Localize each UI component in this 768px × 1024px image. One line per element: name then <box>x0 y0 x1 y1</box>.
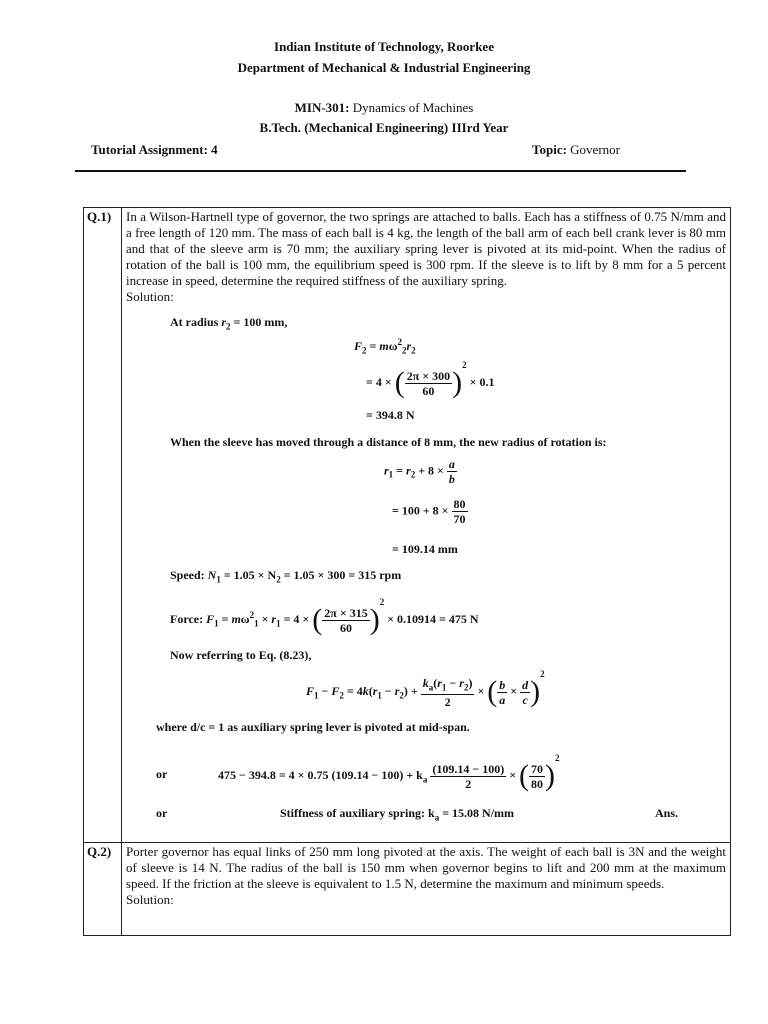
question-row-1 <box>84 208 731 843</box>
eq-numeric: 475 − 394.8 = 4 × 0.75 $(109.14 - 100) + k_a$ $\frac{(109.14 - 100)}{2}$ × ( $\frac{70}{80}$ )$^2$ <box>218 753 560 793</box>
eq-f2-calc: = 4 × ( $\frac{2\pi \times 300}{60}$ )$^2$ × 0.1 <box>366 360 495 400</box>
question-text: In a Wilson-Hartnell type of governor, the two springs are attached to balls. Each has a stiffness of 0.75 N/mm and a free length of 120 mm. The mass of each ball is 4 kg, the length of the ball arm of each bell crank lever is 80 mm and that of the sleeve arm is 70 mm; the auxiliary spring lever is pivoted at its mid-point. When the radius of rotation of the ball is 100 mm, the equilibrium speed is 300 rpm. If the sleeve is to lift by 8 mm for a 5 percent increase in speed, determine the required stiffness of the auxiliary spring. <box>126 209 726 288</box>
answer-mark: Ans. <box>655 806 679 820</box>
eq-f2-def: $F_2 = m\omega^2_2r_2$ <box>354 337 416 356</box>
topic-label: Topic: <box>532 142 567 157</box>
course-code: MIN-301: <box>294 100 350 115</box>
eq-speed: Speed: $N_1 = 1.05 \times N_2 = 1.05 \times 300 = 315$ rpm <box>170 568 402 585</box>
question-body <box>122 208 731 843</box>
sleeve-text: When the sleeve has moved through a distance of 8 mm, the new radius of rotation is: <box>170 435 607 449</box>
questions-table <box>83 207 731 936</box>
stiffness-result: Stiffness of auxiliary spring: $k_a = 15.08$ N/mm <box>280 806 515 823</box>
course-line <box>0 100 768 116</box>
or-label-1: or <box>156 767 168 781</box>
eq-force: Force: $F_1 = m\omega^2_1 \times r_1 = 4$ × ( $\frac{2\pi \times 315}{60}$ )$^2$ × 0.10914 = 475 N <box>170 597 479 637</box>
eq-f2-result: = 394.8 N <box>366 408 415 422</box>
eq-r1-calc: = 100 + 8 × $\frac{80}{70}$ <box>392 497 466 526</box>
question-number: Q.2) <box>84 843 122 936</box>
solution-math <box>126 305 726 840</box>
question-text: Porter governor has equal links of 250 mm long pivoted at the axis. The weight of each ball is 3N and the weight of sleeve is 14 N. The radius of the ball is 150 mm when governor begins to lift and 200 mm at the maximum speed. If the friction at the sleeve is equivalent to 1.5 N, determine the maximum and minimum speeds. <box>126 844 726 891</box>
question-row-2 <box>84 843 731 936</box>
header-divider <box>75 170 686 172</box>
topic-value: Governor <box>570 142 620 157</box>
or-label-2: or <box>156 806 168 820</box>
solution-label: Solution: <box>126 289 174 304</box>
eq-r1-def: $r_1 = r_2 + 8$ × $\frac{a}{b}$ <box>384 457 455 486</box>
eq-general: $F_1 - F_2 = 4k(r_1 - r_2)$ + $\frac{k_a(r_1 - r_2)}{2}$ × ( $\frac{b}{a}$ × $\frac{d}{c}$ )$^2$ <box>306 669 545 709</box>
question-number: Q.1) <box>84 208 122 843</box>
topic-line <box>532 142 620 158</box>
eq-r1-result: = 109.14 mm <box>392 542 458 556</box>
course-name: Dynamics of Machines <box>352 100 474 115</box>
program-line: B.Tech. (Mechanical Engineering) IIIrd Year <box>259 120 509 135</box>
where-text: where d/c = 1 as auxiliary spring lever is pivoted at mid-span. <box>156 720 470 734</box>
department-name: Department of Mechanical & Industrial Engineering <box>237 60 531 75</box>
eq-radius-line: At radius $r_2 = 100$ mm, <box>170 315 288 332</box>
assignment-title: Tutorial Assignment: 4 <box>91 142 218 157</box>
solution-label: Solution: <box>126 892 174 907</box>
question-body <box>122 843 731 936</box>
institute-name: Indian Institute of Technology, Roorkee <box>274 39 494 54</box>
refer-text: Now referring to Eq. (8.23), <box>170 648 312 662</box>
